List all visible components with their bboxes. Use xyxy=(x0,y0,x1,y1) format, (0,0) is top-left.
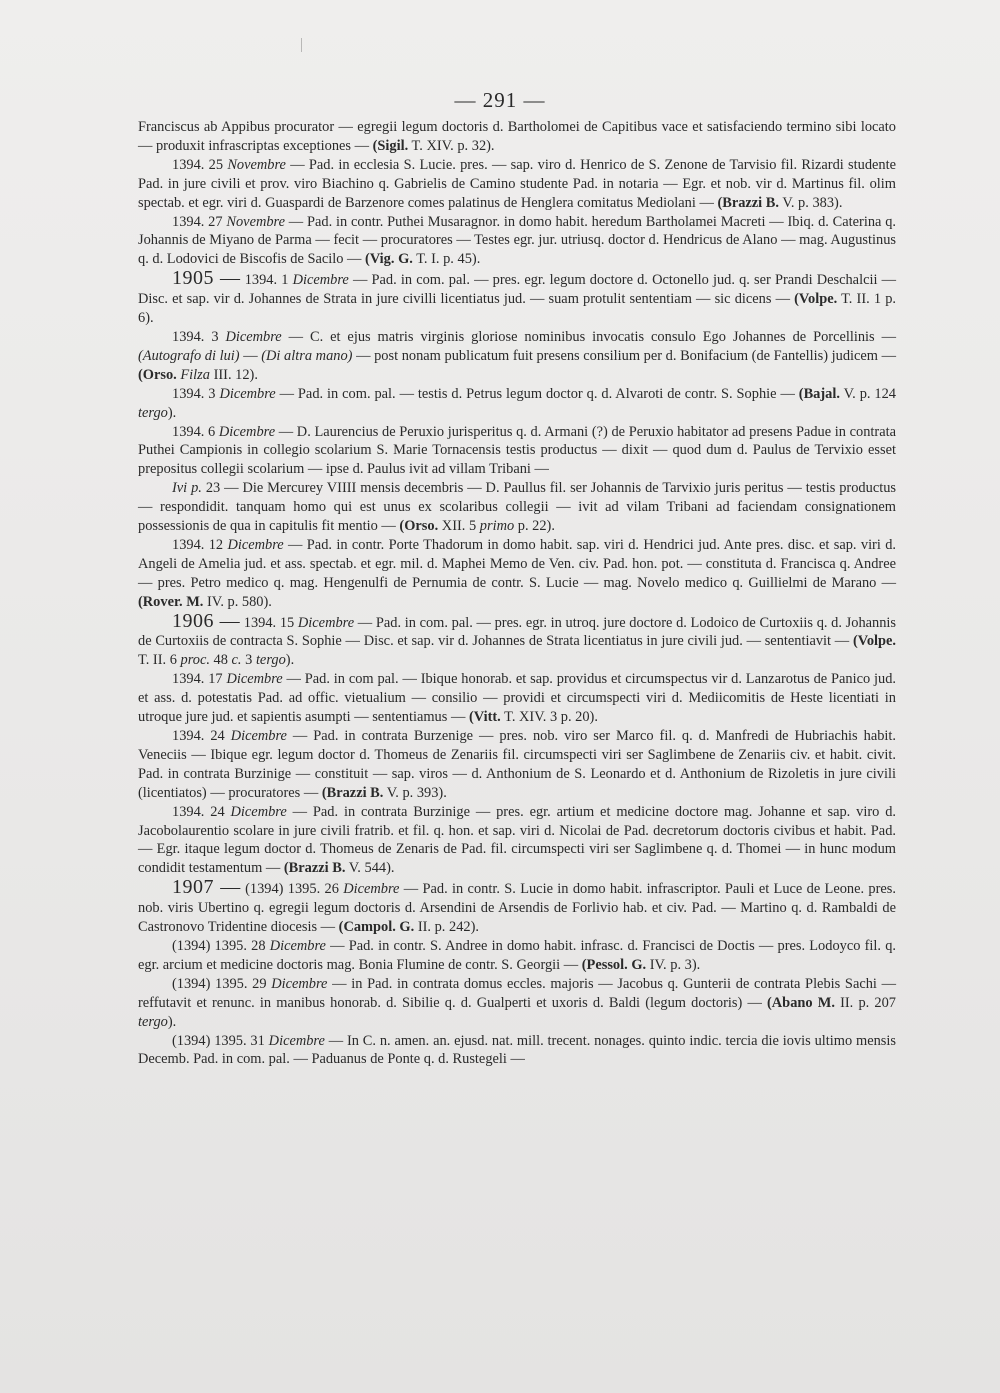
paragraph xyxy=(138,727,896,803)
text-run: 1394. 1 xyxy=(240,272,293,289)
paragraph xyxy=(138,937,896,975)
text-run: 1394. 17 xyxy=(172,671,227,688)
text-run: — Pad. in contr. Porte Thadorum in domo habit. sap. viri d. Hendrici jud. Ante pres. disc. et sap. viri d. Angeli de Amelia jud. et ass. spectab. et egr. mil. d. Maphei Memo de Ven. civ. Pad. hon. pot. — constituta d. Francisca q. Andree — pres. Petro medico q. mag. Hengenulfi de Pernumia de contr. S. Lucie — mag. Novelo medico q. Guillielmi de Marano — xyxy=(138,536,896,591)
text-run: Franciscus ab Appibus procurator — egregii legum doctoris d. Bartholomei de Capitibus vace et satisfaciendo termino sibi locato — produxit infrascriptas exceptiones — xyxy=(138,119,896,154)
text-run: T. II. 1 p. 6). xyxy=(138,291,896,327)
text-run: (1394) 1395. 28 xyxy=(172,937,270,954)
text-run: 1394. 25 xyxy=(172,156,228,173)
italic-run: (Di altra mano) xyxy=(261,347,353,364)
document-number: 1907 — xyxy=(172,876,241,899)
page-number: — 291 — xyxy=(454,88,546,112)
source-citation: (Orso. xyxy=(138,366,177,383)
italic-run: Novembre xyxy=(226,213,285,230)
text-run: — post nonam publicatum fuit presens consilium per d. Bonifacium (de Fantellis) judicem — xyxy=(352,347,897,364)
text-run: V. 544). xyxy=(345,860,395,877)
paragraph xyxy=(138,670,896,727)
text-run: 1394. 6 xyxy=(172,423,219,440)
stray-mark xyxy=(301,38,302,52)
text-run: 1394. 27 xyxy=(172,213,227,230)
text-run: — Pad. in contrata Burzinige — pres. egr. artium et medicine doctore mag. Johanne et sap. viro d. Jacobolaurentio scolare in jure civili fratrib. et fil. q. hon. et sap. viri d. Nicolai de Pad. decretorum doctoris civibus et habit. Pad. — Egr. itaque legum doctor d. Thomeus de Zenaris de Pad. fil. circumspecti viri ser Saglimbene q. d. Thomei — in hunc modum condidit testamentum — xyxy=(138,803,896,877)
text-run: II. p. 242). xyxy=(414,919,479,936)
text-run: 3 xyxy=(241,652,256,669)
paragraph xyxy=(138,269,896,328)
paragraph xyxy=(138,803,896,879)
source-citation: (Bajal. xyxy=(798,385,840,402)
paragraph xyxy=(138,213,896,270)
italic-run: Dicembre xyxy=(227,536,284,553)
italic-run: (Autografo di lui) xyxy=(138,347,240,364)
text-run: — D. Laurencius de Peruxio jurisperitus q. d. Armani (?) de Peruxio habitator ad presens Padue in contrata Puthei Campionis in collegio scolarium S. Marie Tornacensis testis productus — dixit — quod dum d. Paulus de Tervixio esset prepositus collegii scolarium — ipse d. Paulus ivit ad villam Tribani — xyxy=(138,423,896,478)
text-run: — Pad. in contr. Puthei Musaragnor. in domo habit. heredum Bartholamei Macreti — Ibiq. d. Caterina q. Johannis de Miyano de Parma — fecit — procuratores — Testes egr. jur. utriusq. doctor d. Hendricus de Alano — mag. Augustinus q. d. Lodovici de Biscofis de Sacilo — xyxy=(138,213,897,268)
text-run: — xyxy=(239,347,262,364)
source-citation: (Campol. G. xyxy=(338,919,415,936)
italic-run: Dicembre xyxy=(218,423,276,440)
text-run: V. p. 124 xyxy=(839,385,897,402)
text-run: ). xyxy=(167,1013,177,1030)
italic-run: Dicembre xyxy=(269,937,326,954)
source-citation: (Volpe. xyxy=(852,633,896,650)
document-number: 1905 — xyxy=(172,267,241,290)
text-run: T. II. 6 xyxy=(138,652,181,669)
text-run: 1394. 15 xyxy=(240,614,298,631)
source-citation: (Abano M. xyxy=(767,994,835,1011)
text-run: III. 12). xyxy=(209,366,258,383)
text-run: 1394. 3 xyxy=(172,328,226,345)
italic-run: Dicembre xyxy=(292,272,349,289)
italic-run: proc. xyxy=(180,652,210,669)
italic-run: tergo xyxy=(138,1013,168,1030)
text-run: 1394. 3 xyxy=(172,385,220,402)
italic-run: primo xyxy=(479,518,515,535)
text-run: — Pad. in com pal. — Ibique honorab. et sap. providus et circumspectus vir d. Lanzarotus de Panico jud. et ass. d. potestatis Pad. ad offic. vietualium — consilio — providi et circumspecti viri d. Mediicomitis de Heste licentiati in utroque jure jud. et sapientis asumpti — sententiamus — xyxy=(138,671,897,726)
text-run: — Pad. in ecclesia S. Lucie. pres. — sap. viro d. Henrico de S. Zenone de Tarvisio fil. Rizardi studente Pad. in jure civili et prov. viro Biachino q. Gabrielis de Camino studente Pad. in notaria — Egr. et nob. vir d. Martinus fil. olim spectab. et egr. viri d. Guaspardi de Barzenore comes palatinus de Henglera comitatus Mediolani — xyxy=(138,156,897,211)
italic-run: c. xyxy=(231,652,242,669)
source-citation: (Brazzi B. xyxy=(717,194,779,211)
paragraph xyxy=(138,423,896,480)
body-text xyxy=(138,118,896,1069)
text-run: 1394. 12 xyxy=(172,536,228,553)
paragraph xyxy=(138,878,896,937)
text-run: V. p. 393). xyxy=(383,784,447,801)
italic-run: Dicembre xyxy=(219,385,276,402)
paragraph xyxy=(138,385,896,423)
source-citation: (Vig. G. xyxy=(365,251,413,268)
paragraph xyxy=(138,609,897,671)
italic-run: Filza xyxy=(180,366,210,383)
italic-run: Dicembre xyxy=(226,671,283,688)
italic-run: Dicembre xyxy=(343,881,400,898)
text-run: ). xyxy=(285,652,295,669)
italic-run: Dicembre xyxy=(297,614,355,631)
italic-run: tergo xyxy=(255,652,286,669)
document-number: 1906 — xyxy=(172,609,241,632)
text-run: (1394) 1395. 29 xyxy=(172,975,272,992)
source-citation: (Brazzi B. xyxy=(283,860,346,877)
source-citation: (Brazzi B. xyxy=(321,784,384,801)
italic-run: Dicembre xyxy=(268,1032,325,1049)
text-run: — Pad. in contrata Burzenige — pres. nob. viro ser Marco fil. q. d. Manfredi de Hubriachis habit. Veneciis — Ibique egr. legum doctor d. Thomeus de Zenariis fil. circumspecti viri ser Saglimbene de Zenariis civ. et habit. civit. Pad. in contrata Burzinige — constituit — sap. viros — d. Anthonium de S. Leonardo et d. Anthonium de Rizoletis in jure civili (licentiatos) — procuratores — xyxy=(138,728,896,801)
italic-run: Dicembre xyxy=(225,328,282,345)
text-run: 48 xyxy=(209,652,232,669)
text-run: — in Pad. in contrata domus eccles. majoris — Jacobus q. Gunterii de contrata Plebis Sachi — reffutavit et renunc. in manibus honorab. d. Sibilie q. d. Gualperti et uxoris d. Baldi (legum doctoris) — xyxy=(138,975,896,1011)
text-run: IV. p. 580). xyxy=(203,593,272,610)
text-run: 23 — Die Mercurey VIIII mensis decembris — D. Paullus fil. ser Johannis de Tarvixio juris peritus — testis productus — respondidit. tanquam homo qui est unus ex scolaribus collegii — ivit ad vilam Tribani ad faciendam consignationem possessionis de qua in capitulis fit mentio — xyxy=(138,480,896,535)
source-citation: (Pessol. G. xyxy=(581,956,647,973)
source-citation: (Orso. xyxy=(399,518,439,535)
italic-run: Dicembre xyxy=(230,803,287,820)
italic-run: Novembre xyxy=(227,156,286,173)
paragraph xyxy=(138,156,896,213)
text-run: T. XIV. 3 p. 20). xyxy=(500,709,598,726)
text-run: V. p. 383). xyxy=(778,194,843,211)
paragraph xyxy=(138,1032,896,1070)
text-run: II. p. 207 xyxy=(834,994,896,1011)
text-run: — C. et ejus matris virginis gloriose nominibus invocatis consulo Ego Johannes de Porcellinis — xyxy=(281,328,896,345)
text-run: (1394) 1395. 31 xyxy=(172,1032,269,1049)
paragraph xyxy=(138,479,896,536)
italic-run: Dicembre xyxy=(230,728,287,744)
paragraph xyxy=(138,536,896,612)
text-run: ). xyxy=(167,404,177,421)
paragraph xyxy=(138,118,896,156)
text-run: 1394. 24 xyxy=(172,803,231,820)
source-citation: (Volpe. xyxy=(794,291,838,308)
text-run: IV. p. 3). xyxy=(646,956,701,973)
source-citation: (Sigil. xyxy=(372,137,409,154)
italic-run: tergo xyxy=(138,404,168,421)
text-run: p. 22). xyxy=(514,518,555,535)
text-run: — Pad. in com. pal. — pres. egr. legum doctore d. Octonello jud. q. ser Prandi Deschalcii — Disc. et sap. vir d. Johannes de Strata in jure civilli licentiatus jud. — suam protulit sententiam — sic dicens — xyxy=(138,272,896,308)
paragraph xyxy=(138,328,896,385)
text-run: T. I. p. 45). xyxy=(412,251,481,268)
text-run: (1394) 1395. 26 xyxy=(240,881,344,898)
italic-run: Ivi p. xyxy=(172,480,202,497)
text-run: — Pad. in contr. S. Andree in domo habit. infrasc. d. Francisci de Doctis — pres. Lodoyco fil. q. egr. arcium et medicine doctoris mag. Bonia Flumine de contr. S. Georgii — xyxy=(138,937,896,973)
source-citation: (Vitt. xyxy=(468,709,501,726)
text-run: 1394. 24 xyxy=(172,728,231,744)
text-run: — Pad. in com. pal. — testis d. Petrus legum doctor q. d. Alvaroti de contr. S. Sophie — xyxy=(275,385,799,402)
text-run: T. XIV. p. 32). xyxy=(408,137,495,154)
italic-run: Dicembre xyxy=(271,975,328,992)
text-run: — Pad. in contr. S. Lucie in domo habit. infrascriptor. Pauli et Luce de Leone. pres. nob. viris Ubertino q. egregii legum doctoris d. Arsendini de Arsendis de Forlivio hab. et civ. Pad. — Martino q. d. Rambaldi de Castronovo Tridentine diocesis — xyxy=(138,881,897,936)
text-run: — In C. n. amen. an. ejusd. nat. mill. trecent. nonages. quinto indic. tercia die iovis ultimo mensis Decemb. Pad. in com. pal. — Paduanus de Ponte q. d. Rustegeli — xyxy=(138,1032,896,1068)
text-run: XII. 5 xyxy=(438,518,480,535)
text-run: — Pad. in com. pal. — pres. egr. in utroq. jure doctore d. Lodoico de Curtoxiis q. d. Johannis de Curtoxiis de contracta S. Sophie — Disc. et sap. vir d. Johannes de Strata licentiatus in jure civili jud. — sententiavit — xyxy=(138,614,897,650)
paragraph xyxy=(138,975,896,1032)
source-citation: (Rover. M. xyxy=(138,593,204,610)
